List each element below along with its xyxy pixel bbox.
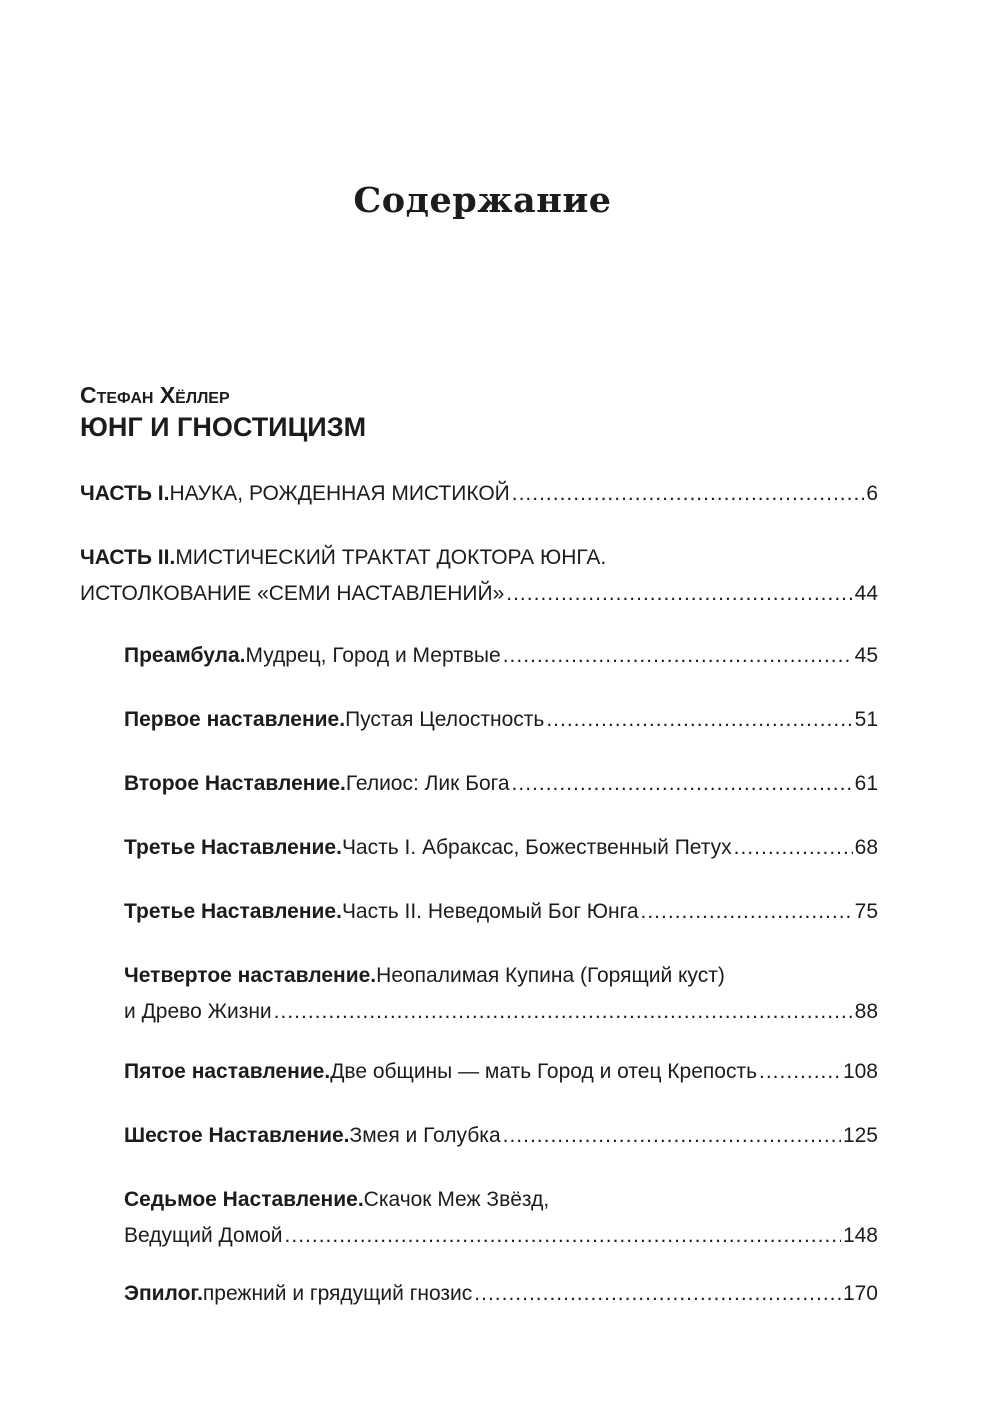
toc-entry-text: МИСТИЧЕСКИЙ ТРАКТАТ ДОКТОРА ЮНГА. — [175, 546, 607, 569]
toc-page-number: 148 — [842, 1224, 878, 1247]
toc-leader-dots — [503, 1118, 841, 1154]
toc-entry-text: Неопалимая Купина (Горящий куст) — [376, 964, 725, 987]
toc-leader-dots — [474, 1276, 841, 1312]
toc-entry-lead: Второе Наставление. — [124, 772, 346, 795]
toc-page-number: 44 — [854, 582, 878, 605]
toc-entry-text-continued: ИСТОЛКОВАНИЕ «СЕМИ НАСТАВЛЕНИЙ» — [80, 582, 505, 605]
toc-entry-sermon-5[interactable] — [124, 1054, 878, 1090]
toc-leader-dots — [641, 894, 853, 930]
toc-page-number: 68 — [854, 836, 878, 859]
toc-entry-text: Часть I. Абраксас, Божественный Петух — [341, 836, 732, 859]
toc-entry-sermon-6[interactable] — [124, 1118, 878, 1154]
toc-entry-text: Скачок Меж Звёзд, — [363, 1188, 550, 1211]
author-name: Стефан Хёллер — [80, 382, 230, 408]
toc-page-number: 45 — [854, 644, 878, 667]
toc-page-number: 51 — [854, 708, 878, 731]
toc-leader-dots — [285, 1218, 841, 1254]
toc-entry-text: Змея и Голубка — [349, 1124, 501, 1147]
toc-page-number: 108 — [842, 1060, 878, 1083]
toc-entry-lead: Эпилог. — [124, 1282, 203, 1305]
toc-entry-epilogue[interactable] — [124, 1276, 878, 1312]
toc-entry-lead: Преамбула. — [124, 644, 246, 667]
toc-leader-dots — [512, 766, 853, 802]
toc-page-number: 125 — [842, 1124, 878, 1147]
toc-page-number: 88 — [854, 1000, 878, 1023]
toc-entry-sermon-7[interactable] — [124, 1182, 878, 1254]
toc-entry-text: Гелиос: Лик Бога — [345, 772, 510, 795]
toc-leader-dots — [546, 702, 852, 738]
page-title: Содержание — [353, 180, 612, 221]
toc-entry-lead: Четвертое наставление. — [124, 964, 377, 987]
toc-leader-dots — [503, 638, 853, 674]
book-title: ЮНГ И ГНОСТИЦИЗМ — [80, 412, 367, 442]
toc-leader-dots — [506, 576, 852, 612]
toc-entry-sermon-2[interactable] — [124, 766, 878, 802]
toc-leader-dots — [734, 830, 853, 866]
toc-entry-lead: Седьмое Наставление. — [124, 1188, 364, 1211]
toc-entry-sermon-4[interactable] — [124, 958, 878, 1030]
toc-entry-text: Мудрец, Город и Мертвые — [245, 644, 501, 667]
toc-entry-text: Часть II. Неведомый Бог Юнга — [341, 900, 639, 923]
toc-entry-text-continued: Ведущий Домой — [124, 1224, 283, 1247]
toc-leader-dots — [274, 994, 853, 1030]
toc-entry-text-continued: и Древо Жизни — [124, 1000, 272, 1023]
toc-entry-lead: Третье Наставление. — [124, 836, 342, 859]
toc-leader-dots — [512, 476, 865, 512]
toc-page-number: 61 — [854, 772, 878, 795]
toc-entry-preamble[interactable] — [124, 638, 878, 674]
toc-entry-text: Пустая Целостность — [345, 708, 545, 731]
toc-page-number: 6 — [866, 482, 878, 505]
toc-entry-lead: ЧАСТЬ I. — [80, 482, 170, 505]
toc-page-number: 75 — [854, 900, 878, 923]
toc-entry-lead: Третье Наставление. — [124, 900, 342, 923]
toc-entry-text: прежний и грядущий гнозис — [202, 1282, 473, 1305]
toc-entry-part-2[interactable] — [80, 540, 878, 612]
toc-entry-lead: Шестое Наставление. — [124, 1124, 350, 1147]
toc-entry-lead: ЧАСТЬ II. — [80, 546, 176, 569]
toc-entry-sermon-3a[interactable] — [124, 830, 878, 866]
toc-entry-sermon-1[interactable] — [124, 702, 878, 738]
toc-leader-dots — [759, 1054, 841, 1090]
toc-entry-lead: Пятое наставление. — [124, 1060, 331, 1083]
toc-page-number: 170 — [842, 1282, 878, 1305]
toc-entry-text: НАУКА, РОЖДЕННАЯ МИСТИКОЙ — [169, 482, 510, 505]
toc-entry-sermon-3b[interactable] — [124, 894, 878, 930]
toc-entry-part-1[interactable] — [80, 476, 878, 512]
toc-entry-lead: Первое наставление. — [124, 708, 346, 731]
toc-entry-text: Две общины — мать Город и отец Крепость — [330, 1060, 758, 1083]
